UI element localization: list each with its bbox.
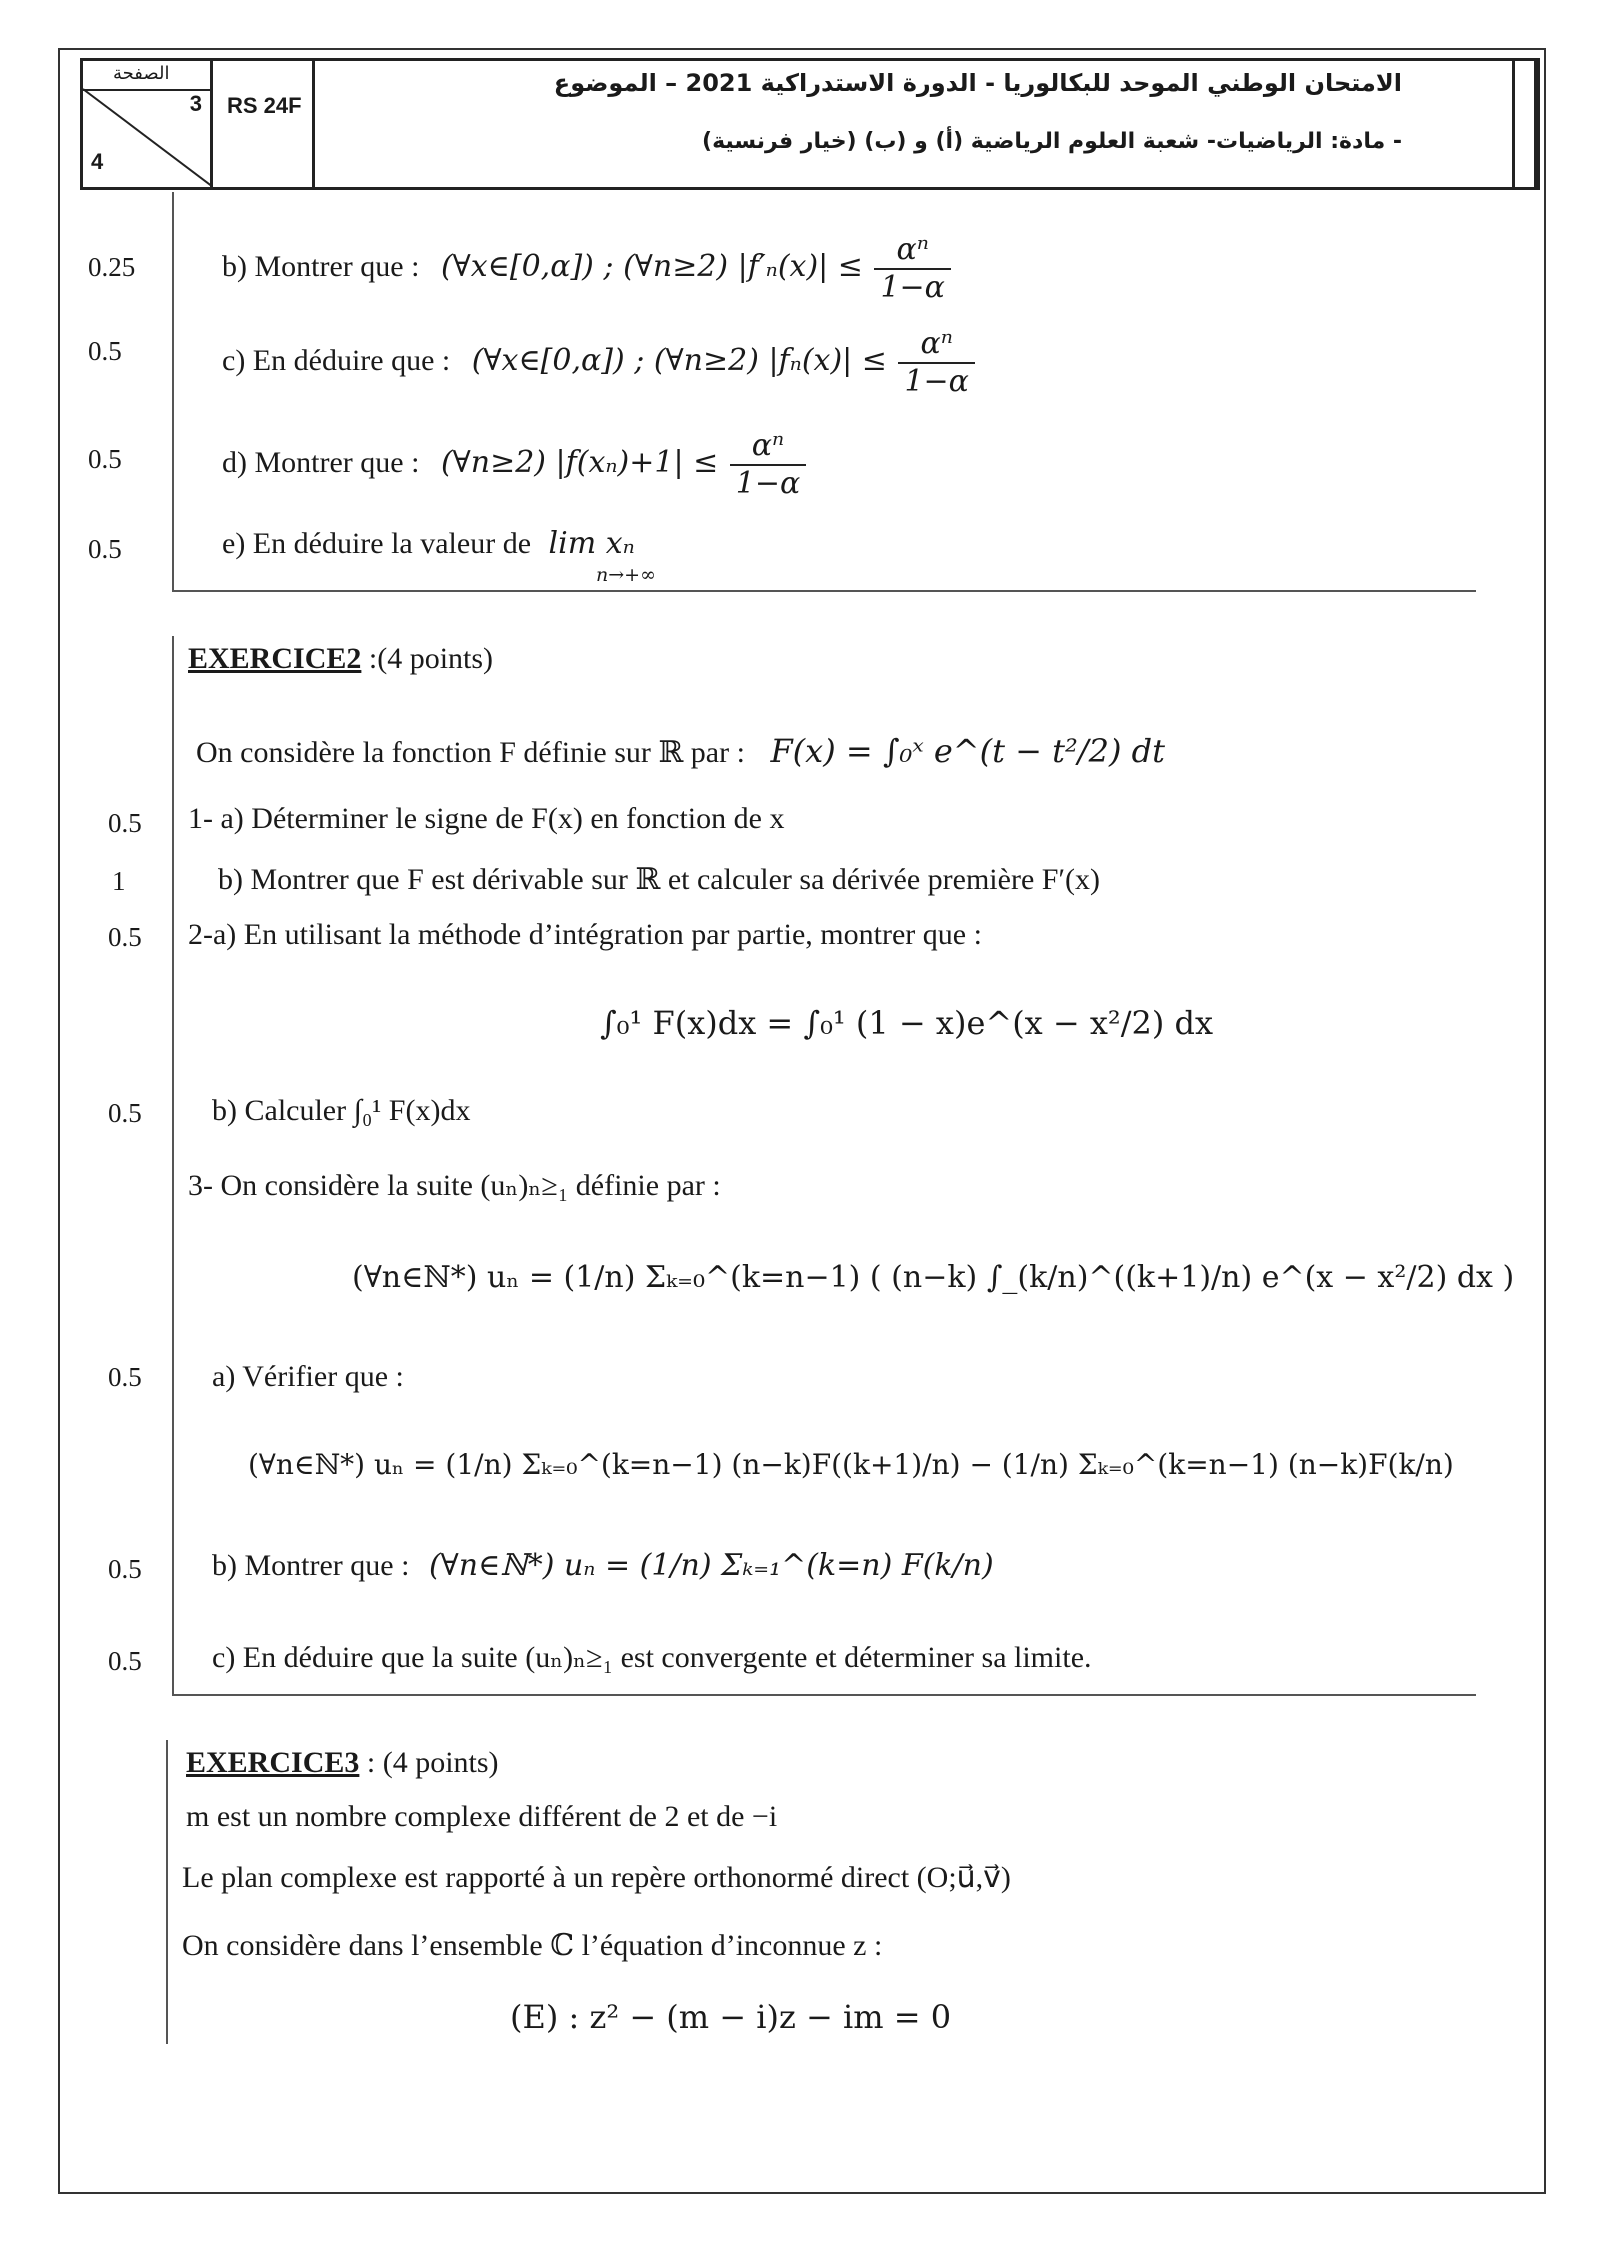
ex3-line2: Le plan complexe est rapporté à un repère orthonormé direct (O;u⃗,v⃗) — [182, 1861, 1011, 1894]
ex2-q3b — [212, 1548, 994, 1583]
points-ex1-e: 0.5 — [88, 534, 122, 564]
ex3-heading — [186, 1746, 499, 1780]
ex2-q1a: 1- a) Déterminer le signe de F(x) en fonction de x — [188, 802, 785, 835]
ex2-title: EXERCICE2 — [188, 642, 362, 675]
ex2-intro-text: On considère la fonction F définie sur ℝ par : — [196, 736, 745, 769]
page-label: الصفحة — [113, 63, 170, 84]
ex2-intro-math: F(x) = ∫₀ˣ e^(t − t²/2) dt — [770, 732, 1165, 770]
ex1-b-num: αⁿ — [874, 232, 950, 270]
ex1-e-math: lim xₙ — [548, 526, 635, 561]
exam-title: الامتحان الوطني الموحد للبكالوريا - الدورة الاستدراكية 2021 – الموضوع — [553, 69, 1402, 97]
ex1-b-math: (∀x∈[0,α]) ; (∀n≥2) |f′ₙ(x)| ≤ — [440, 248, 863, 284]
ex3-title: EXERCICE3 — [186, 1746, 360, 1779]
ex2-heading — [188, 642, 493, 676]
ex2-intro — [196, 732, 1165, 770]
points-ex1-c: 0.5 — [88, 336, 122, 366]
title-cell — [315, 61, 1515, 187]
page-total: 4 — [91, 149, 104, 174]
exam-header — [80, 58, 1540, 190]
ex1-c-num: αⁿ — [898, 326, 974, 364]
ex1-end-rule — [172, 590, 1476, 592]
ex1-d-math: (∀n≥2) |f(xₙ)+1| ≤ — [440, 444, 719, 480]
ex1-d-num: αⁿ — [730, 428, 806, 466]
ex3-line1: m est un nombre complexe différent de 2 et de −i — [186, 1800, 778, 1833]
ex2-q3a-formula: (∀n∈ℕ*) uₙ = (1/n) Σₖ₌₀^(k=n−1) (n−k)F((k+1)/n) − (1/n) Σₖ₌₀^(k=n−1) (n−k)F(k/n) — [248, 1448, 1454, 1481]
ex1-question-b — [222, 232, 955, 306]
ex2-q3c: c) En déduire que la suite (uₙ)ₙ≥₁ est convergente et déterminer sa limite. — [212, 1641, 1092, 1674]
blank-cell — [1515, 61, 1537, 187]
ex1-c-den: 1−α — [904, 364, 969, 399]
ex2-q3: 3- On considère la suite (uₙ)ₙ≥₁ définie par : — [188, 1169, 721, 1202]
points-ex2-2b: 0.5 — [108, 1098, 142, 1128]
ex2-q3b-text: b) Montrer que : — [212, 1549, 410, 1582]
ex1-b-fraction — [874, 232, 950, 306]
ex1-question-d — [222, 428, 810, 502]
ex1-margin-rule — [172, 192, 174, 590]
ex2-margin-rule — [172, 636, 174, 1694]
ex2-points-label: :(4 points) — [368, 642, 494, 675]
ex2-end-rule — [172, 1694, 1476, 1696]
ex1-b-text: b) Montrer que : — [222, 249, 420, 283]
ex3-equation: (E) : z² − (m − i)z − im = 0 — [510, 1998, 952, 2036]
points-ex2-3a: 0.5 — [108, 1362, 142, 1392]
ex2-q3-formula: (∀n∈ℕ*) uₙ = (1/n) Σₖ₌₀^(k=n−1) ( (n−k) ∫_(k/n)^((k+1)/n) e^(x − x²/2) dx ) — [352, 1260, 1515, 1295]
points-ex2-3c: 0.5 — [108, 1646, 142, 1676]
ex2-q1b: b) Montrer que F est dérivable sur ℝ et calculer sa dérivée première F′(x) — [218, 863, 1100, 896]
ex2-q2a: 2-a) En utilisant la méthode d’intégration par partie, montrer que : — [188, 918, 982, 951]
exam-subtitle: - مادة: الرياضيات- شعبة العلوم الرياضية (أ) و (ب) (خيار فرنسية) — [702, 129, 1402, 154]
subject-code-cell — [213, 61, 315, 187]
ex3-points-label: : (4 points) — [366, 1746, 499, 1779]
points-ex2-2a: 0.5 — [108, 922, 142, 952]
ex2-q2b: b) Calculer ∫₀¹ F(x)dx — [212, 1094, 471, 1127]
ex1-e-limit-sub: n→+∞ — [596, 564, 656, 586]
ex3-margin-rule — [166, 1740, 168, 2044]
ex1-d-den: 1−α — [735, 466, 801, 501]
ex1-d-fraction — [730, 428, 806, 502]
page-number-cell — [83, 61, 213, 187]
ex1-c-text: c) En déduire que : — [222, 343, 451, 377]
subject-code: RS 24F — [227, 93, 302, 118]
ex1-question-c — [222, 326, 979, 400]
points-ex2-1b: 1 — [112, 866, 126, 896]
points-ex2-3b: 0.5 — [108, 1554, 142, 1584]
ex2-q3a: a) Vérifier que : — [212, 1360, 404, 1393]
ex1-b-den: 1−α — [880, 270, 945, 305]
ex1-e-text: e) En déduire la valeur de — [222, 527, 532, 560]
points-ex2-1a: 0.5 — [108, 808, 142, 838]
ex1-c-fraction — [898, 326, 974, 400]
page-current: 3 — [189, 91, 202, 116]
ex1-d-text: d) Montrer que : — [222, 445, 420, 479]
ex2-q3b-formula: (∀n∈ℕ*) uₙ = (1/n) Σₖ₌₁^(k=n) F(k/n) — [428, 1548, 994, 1583]
ex1-question-e — [222, 526, 635, 561]
ex2-q2a-formula: ∫₀¹ F(x)dx = ∫₀¹ (1 − x)e^(x − x²/2) dx — [600, 1004, 1214, 1042]
points-ex1-b: 0.25 — [88, 252, 136, 282]
ex3-line3: On considère dans l’ensemble ℂ l’équation d’inconnue z : — [182, 1929, 883, 1962]
points-ex1-d: 0.5 — [88, 444, 122, 474]
ex1-c-math: (∀x∈[0,α]) ; (∀n≥2) |fₙ(x)| ≤ — [471, 342, 887, 378]
